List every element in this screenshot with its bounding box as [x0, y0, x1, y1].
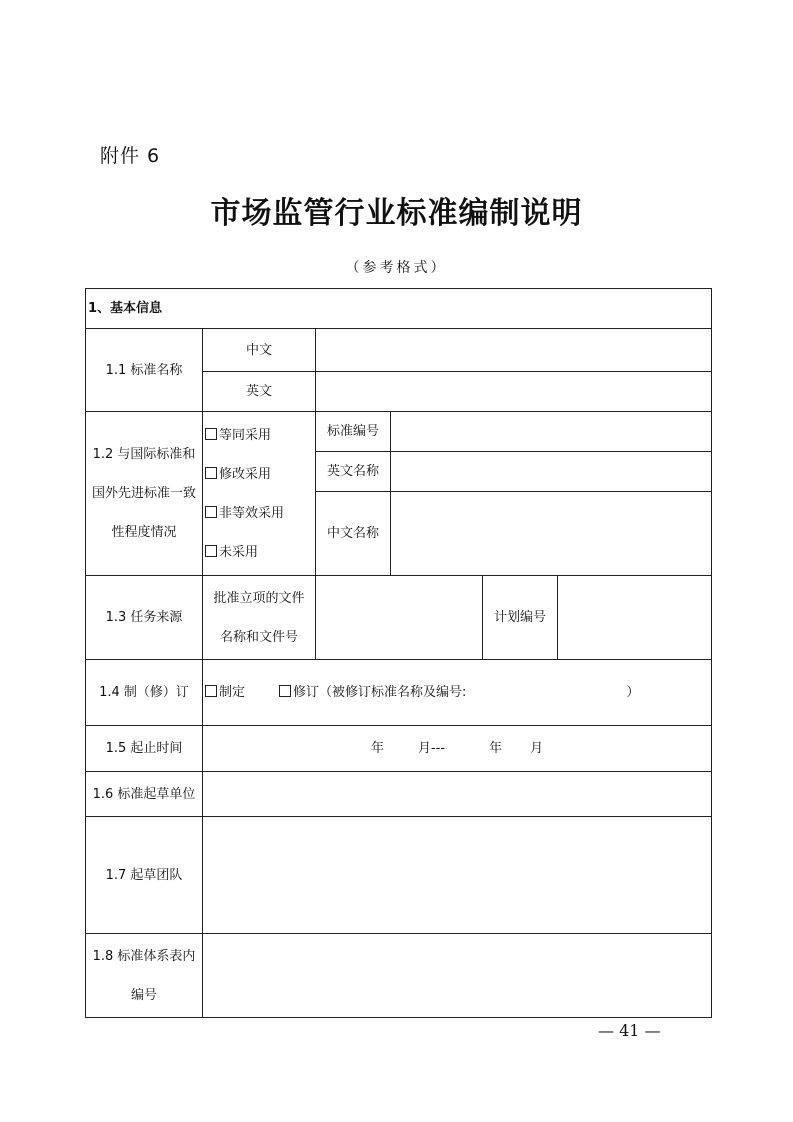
- drafting-team-field[interactable]: [203, 817, 712, 934]
- drafting-unit-field[interactable]: [203, 772, 712, 817]
- revision-row: [86, 660, 712, 726]
- option-not-adopted[interactable]: [205, 533, 313, 572]
- standard-name-label: 1.1 标准名称: [86, 329, 203, 412]
- system-no-row: [86, 934, 712, 1018]
- consistency-label-line2: 国外先进标准一致: [91, 486, 196, 501]
- chinese-label: 中文: [203, 329, 316, 372]
- task-source-label: 1.3 任务来源: [86, 576, 203, 660]
- drafting-unit-label: 1.6 标准起草单位: [86, 772, 203, 817]
- en-name-label: 英文名称: [316, 452, 391, 492]
- approval-doc-label: [203, 576, 316, 660]
- option-revise-label: 修订（被修订标准名称及编号:: [293, 685, 467, 700]
- system-no-label: [86, 934, 203, 1018]
- system-no-field[interactable]: [203, 934, 712, 1018]
- period-year-start: 年: [370, 741, 384, 756]
- std-no-field[interactable]: [391, 412, 712, 452]
- drafting-team-label: 1.7 起草团队: [86, 817, 203, 934]
- option-make[interactable]: [205, 685, 245, 700]
- revision-options: [203, 660, 712, 726]
- zh-name-label: 中文名称: [316, 492, 391, 576]
- checkbox-icon[interactable]: [205, 545, 217, 557]
- consistency-row-1: [86, 412, 712, 452]
- checkbox-icon[interactable]: [205, 506, 217, 518]
- standard-name-zh-row: [86, 329, 712, 372]
- option-make-label: 制定: [219, 685, 246, 700]
- attachment-label: 附件 6: [100, 145, 161, 167]
- en-name-field[interactable]: [391, 452, 712, 492]
- std-no-label: 标准编号: [316, 412, 391, 452]
- period-field[interactable]: [203, 726, 712, 772]
- system-no-label-line2: 编号: [130, 987, 157, 1003]
- close-paren: ）: [626, 685, 640, 700]
- page-number: — 41 —: [598, 1021, 661, 1040]
- option-non-equivalent[interactable]: [205, 494, 313, 533]
- english-label: 英文: [203, 372, 316, 412]
- option-identical-label: 等同采用: [219, 427, 272, 443]
- option-not-adopted-label: 未采用: [219, 544, 259, 560]
- option-non-equivalent-label: 非等效采用: [219, 505, 285, 521]
- revision-label: 1.4 制（修）订: [86, 660, 203, 726]
- option-modified[interactable]: [205, 455, 313, 494]
- zh-name-field[interactable]: [391, 492, 712, 576]
- checkbox-icon[interactable]: [205, 467, 217, 479]
- option-revise[interactable]: [279, 685, 466, 700]
- checkbox-icon[interactable]: [205, 428, 217, 440]
- option-modified-label: 修改采用: [219, 466, 272, 482]
- consistency-label-line1: 1.2 与国际标准和: [92, 447, 196, 462]
- period-label: 1.5 起止时间: [86, 726, 203, 772]
- section-title: 1、基本信息: [86, 289, 712, 329]
- approval-doc-line2: 名称和文件号: [219, 629, 298, 645]
- section-header-row: [86, 289, 712, 329]
- period-year-end: 年: [489, 741, 503, 756]
- period-month-end: 月: [530, 741, 544, 756]
- consistency-label-line3: 性程度情况: [111, 525, 177, 540]
- period-row: [86, 726, 712, 772]
- plan-no-field[interactable]: [558, 576, 712, 660]
- approval-doc-line1: 批准立项的文件: [213, 590, 305, 606]
- plan-no-label: 计划编号: [483, 576, 558, 660]
- consistency-options: [203, 412, 316, 576]
- task-source-row: [86, 576, 712, 660]
- basic-info-table: [85, 288, 712, 1018]
- drafting-team-row: [86, 817, 712, 934]
- system-no-label-line1: 1.8 标准体系表内: [92, 948, 196, 964]
- checkbox-icon[interactable]: [279, 685, 291, 697]
- approval-doc-field[interactable]: [316, 576, 483, 660]
- option-identical[interactable]: [205, 416, 313, 455]
- drafting-unit-row: [86, 772, 712, 817]
- period-month-start: 月---: [417, 741, 446, 756]
- standard-name-zh-field[interactable]: [316, 329, 712, 372]
- document-subtitle: （参考格式）: [345, 260, 448, 276]
- standard-name-en-field[interactable]: [316, 372, 712, 412]
- consistency-label: [86, 412, 203, 576]
- document-title: 市场监管行业标准编制说明: [210, 196, 583, 231]
- checkbox-icon[interactable]: [205, 685, 217, 697]
